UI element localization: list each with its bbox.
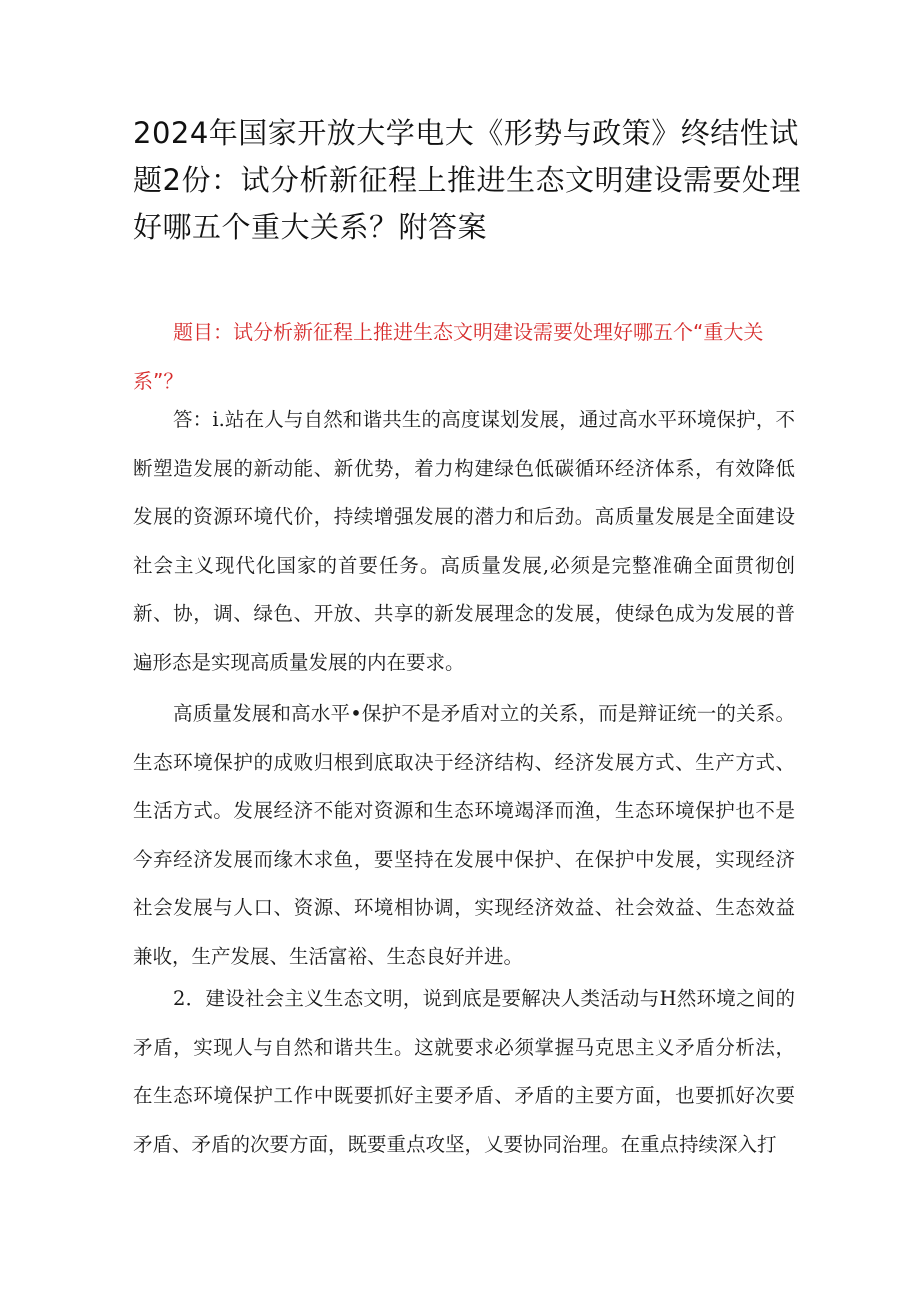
answer-paragraph-1: 答：i.站在人与自然和谐共生的高度谋划发展，通过高水平环境保护，不断塑造发展的新动能、新优势，着力构建绿色低碳循环经济体系，有效降低发展的资源环境代价，持续增强发展的潜力和后劲。高质量发展是全面建设社会主义现代化国家的首要任务。高质量发展,必须是完整准确全面贯彻创新、协，调、绿色、开放、共享的新发展理念的发展，使绿色成为发展的普遍形态是实现高质量发展的内在要求。 xyxy=(133,408,795,674)
question-heading: 题目：试分析新征程上推进生态文明建设需要处理好哪五个“重大关系”？ xyxy=(133,320,764,393)
document-title: 2024年国家开放大学电大《形势与政策》终结性试题2份：试分析新征程上推进生态文明建设需要处理好哪五个重大关系？附答案 xyxy=(133,116,801,244)
answer-paragraph-2: 高质量发展和高水平•保护不是矛盾对立的关系，而是辩证统一的关系。生态环境保护的成败归根到底取决于经济结构、经济发展方式、生产方式、生活方式。发展经济不能对资源和生态环境竭泽而渔，生态环境保护也不是今弃经济发展而缘木求鱼，要坚持在发展中保护、在保护中发展，实现经济社会发展与人口、资源、环境相协调，实现经济效益、社会效益、生态效益兼收，生产发展、生活富裕、生态良好并进。 xyxy=(133,702,795,968)
answer-paragraph-3: 2．建设社会主义生态文明，说到底是要解决人类活动与H然环境之间的矛盾，实现人与自然和谐共生。这就要求必须掌握马克思主义矛盾分析法，在生态环境保护工作中既要抓好主要矛盾、矛盾的主要方面，也要抓好次要矛盾、矛盾的次要方面，既要重点攻坚，乂要协同治理。在重点持续深入打 xyxy=(133,987,795,1156)
